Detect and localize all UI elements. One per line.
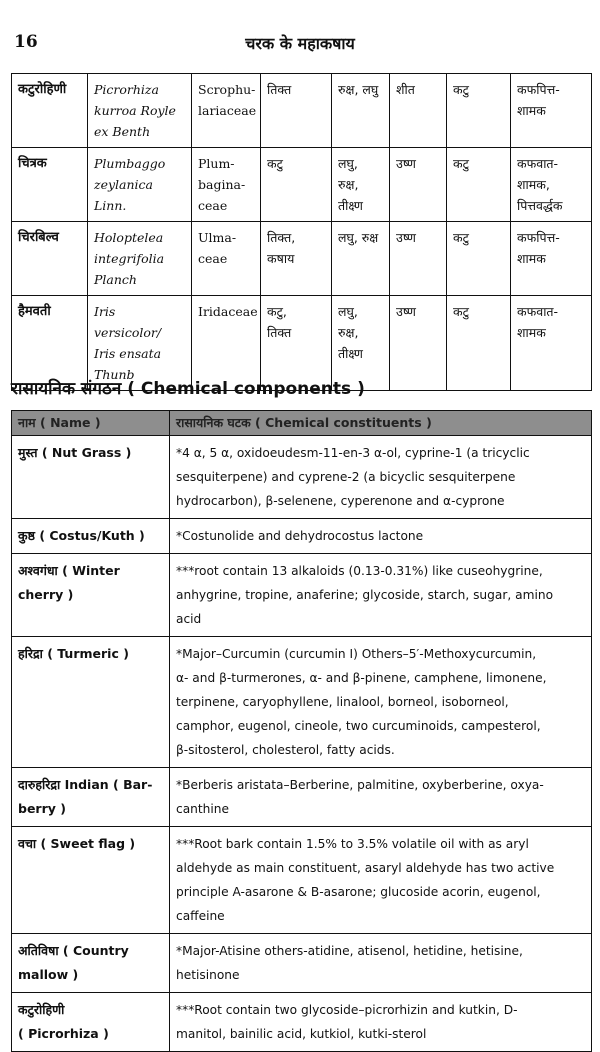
plant-family-line: Iridaceae [198, 304, 258, 319]
constituents-line: terpinene, caryophyllene, linalool, borneol, isoborneol, [176, 695, 509, 709]
component-name [12, 827, 170, 934]
component-name-line: हरिद्रा ( Turmeric ) [18, 646, 129, 661]
constituents-line: hetisinone [176, 968, 240, 982]
component-name [12, 768, 170, 827]
rasa-cell-line: तिक्त, [267, 230, 296, 245]
chemical-constituents [170, 993, 592, 1052]
botanical-name-line: Iris ensata [94, 346, 162, 361]
rasa-cell [261, 222, 332, 296]
component-name-line: cherry ) [18, 587, 74, 602]
herb-name: चित्रक [12, 148, 88, 222]
karma-cell-line: कफपित्त- [517, 230, 560, 245]
table-row [12, 436, 592, 519]
botanical-name [88, 148, 192, 222]
column-header-name: नाम ( Name ) [12, 411, 170, 436]
guna-cell-line: लघु, [338, 304, 358, 319]
virya-cell: उष्ण [390, 222, 447, 296]
karma-cell-line: कफवात- [517, 156, 559, 171]
karma-cell [511, 148, 592, 222]
herb-name: हैमवती [12, 296, 88, 391]
vipaka-cell: कटु [447, 148, 511, 222]
running-title: चरक के महाकषाय [245, 34, 355, 53]
botanical-name-line: Holoptelea [94, 230, 164, 245]
virya-cell: शीत [390, 74, 447, 148]
table-row [12, 74, 592, 148]
constituents-line: *Major-Atisine others-atidine, atisenol, hetidine, hetisine, [176, 944, 523, 958]
botanical-name-line: Iris versicolor/ [94, 304, 162, 340]
plant-family [192, 148, 261, 222]
karma-cell-line: शामक [517, 251, 546, 266]
constituents-line: anhygrine, tropine, anaferine; glycoside, starch, sugar, amino [176, 588, 554, 602]
plant-family-line: bagina- [198, 177, 246, 192]
component-name [12, 993, 170, 1052]
chemical-constituents [170, 934, 592, 993]
rasa-cell-line: कटु, [267, 304, 287, 319]
component-name-line: अतिविषा ( Country [18, 943, 129, 958]
guna-cell-line: तीक्ष्ण [338, 346, 363, 361]
rasa-cell [261, 148, 332, 222]
plant-family-line: Scrophu- [198, 82, 256, 97]
component-name-line: berry ) [18, 801, 66, 816]
rasa-cell-line: तिक्त [267, 82, 292, 97]
component-name-line: ( Picrorhiza ) [18, 1026, 109, 1041]
plant-family-line: Ulma- [198, 230, 237, 245]
page-number: 16 [14, 32, 38, 52]
component-name [12, 637, 170, 768]
table-row [12, 993, 592, 1052]
table-row [12, 637, 592, 768]
rasa-cell-line: कषाय [267, 251, 295, 266]
karma-cell-line: कफपित्त- [517, 82, 560, 97]
table-row [12, 222, 592, 296]
botanical-name-line: Planch [94, 272, 137, 287]
constituents-line: *Costunolide and dehydrocostus lactone [176, 529, 424, 543]
guna-cell [332, 222, 390, 296]
component-name-line: कुष्ठ ( Costus/Kuth ) [18, 528, 145, 543]
plant-family [192, 222, 261, 296]
component-name-line: mallow ) [18, 967, 79, 982]
herb-name: कटुरोहिणी [12, 74, 88, 148]
botanical-name [88, 74, 192, 148]
guna-cell [332, 148, 390, 222]
plant-family-line: lariaceae [198, 103, 257, 118]
constituents-line: canthine [176, 802, 230, 816]
constituents-line: sesquiterpene) and cyprene-2 (a bicyclic sesquiterpene [176, 470, 516, 484]
herb-properties-table [11, 73, 592, 391]
component-name-line: कटुरोहिणी [18, 1002, 65, 1017]
guna-cell-line: लघु, [338, 156, 358, 171]
component-name [12, 554, 170, 637]
botanical-name-line: integrifolia [94, 251, 165, 266]
karma-cell [511, 74, 592, 148]
guna-cell-line: रुक्ष, [338, 325, 359, 340]
chemical-constituents [170, 519, 592, 554]
botanical-name-line: ex Benth [94, 124, 151, 139]
chemical-constituents [170, 768, 592, 827]
karma-cell [511, 296, 592, 391]
component-name [12, 436, 170, 519]
constituents-line: hydrocarbon), β-selenene, cyperenone and α-cyprone [176, 494, 505, 508]
component-name [12, 934, 170, 993]
constituents-line: *Major–Curcumin (curcumin I) Others–5′-Methoxycurcumin, [176, 647, 537, 661]
chemical-constituents [170, 827, 592, 934]
plant-family [192, 74, 261, 148]
rasa-cell-line: कटु [267, 156, 283, 171]
constituents-line: β-sitosterol, cholesterol, fatty acids. [176, 743, 395, 757]
vipaka-cell: कटु [447, 296, 511, 391]
botanical-name [88, 222, 192, 296]
guna-cell-line: रुक्ष, [338, 177, 359, 192]
botanical-name-line: Plumbaggo [94, 156, 166, 171]
section-heading: रासायनिक संगठन ( Chemical components ) [11, 379, 365, 399]
table-row [12, 827, 592, 934]
component-name-line: अश्वगंधा ( Winter [18, 563, 120, 578]
virya-cell: उष्ण [390, 296, 447, 391]
guna-cell-line: रुक्ष, लघु [338, 82, 379, 97]
constituents-line: ***Root bark contain 1.5% to 3.5% volatile oil with as aryl [176, 837, 529, 851]
constituents-line: manitol, bainilic acid, kutkiol, kutki-sterol [176, 1027, 427, 1041]
column-header-constituents: रासायनिक घटक ( Chemical constituents ) [170, 411, 592, 436]
plant-family-line: ceae [198, 198, 228, 213]
constituents-line: caffeine [176, 909, 225, 923]
table-row [12, 519, 592, 554]
rasa-cell-line: तिक्त [267, 325, 292, 340]
constituents-line: principle A-asarone & B-asarone; glucoside acorin, eugenol, [176, 885, 541, 899]
botanical-name-line: zeylanica [94, 177, 153, 192]
guna-cell-line: लघु, रुक्ष [338, 230, 379, 245]
constituents-line: *4 α, 5 α, oxidoeudesm-11-en-3 α-ol, cyprine-1 (a tricyclic [176, 446, 530, 460]
constituents-line: ***root contain 13 alkaloids (0.13-0.31%) like cuseohygrine, [176, 564, 543, 578]
vipaka-cell: कटु [447, 74, 511, 148]
vipaka-cell: कटु [447, 222, 511, 296]
constituents-line: ***Root contain two glycoside–picrorhizin and kutkin, D- [176, 1003, 518, 1017]
chemical-constituents [170, 637, 592, 768]
chemical-components-table [11, 410, 592, 1052]
constituents-line: camphor, eugenol, cineole, two curcuminoids, campesterol, [176, 719, 541, 733]
botanical-name-line: Thunb [94, 367, 135, 382]
component-name-line: वचा ( Sweet flag ) [18, 836, 136, 851]
karma-cell-line: शामक, [517, 177, 550, 192]
karma-cell-line: शामक [517, 103, 546, 118]
constituents-line: acid [176, 612, 202, 626]
virya-cell: उष्ण [390, 148, 447, 222]
table-row [12, 934, 592, 993]
table-row [12, 554, 592, 637]
karma-cell-line: कफवात- [517, 304, 559, 319]
table-row [12, 148, 592, 222]
guna-cell-line: तीक्ष्ण [338, 198, 363, 213]
herb-name: चिरबिल्व [12, 222, 88, 296]
constituents-line: aldehyde as main constituent, asaryl aldehyde has two active [176, 861, 555, 875]
component-name-line: दारुहरिद्रा Indian ( Bar- [18, 777, 153, 792]
component-name-line: मुस्त ( Nut Grass ) [18, 445, 132, 460]
botanical-name-line: Linn. [94, 198, 127, 213]
table-row [12, 768, 592, 827]
constituents-line: α- and β-turmerones, α- and β-pinene, camphene, limonene, [176, 671, 547, 685]
plant-family-line: ceae [198, 251, 228, 266]
constituents-line: *Berberis aristata–Berberine, palmitine, oxyberberine, oxya- [176, 778, 544, 792]
chemical-constituents [170, 436, 592, 519]
rasa-cell [261, 74, 332, 148]
karma-cell-line: शामक [517, 325, 546, 340]
chemical-constituents [170, 554, 592, 637]
guna-cell [332, 74, 390, 148]
karma-cell-line: पित्तवर्द्धक [517, 198, 563, 213]
botanical-name-line: Picrorhiza [94, 82, 159, 97]
plant-family-line: Plum- [198, 156, 235, 171]
karma-cell [511, 222, 592, 296]
table-header-row [12, 411, 592, 436]
component-name [12, 519, 170, 554]
botanical-name-line: kurroa Royle [94, 103, 176, 118]
